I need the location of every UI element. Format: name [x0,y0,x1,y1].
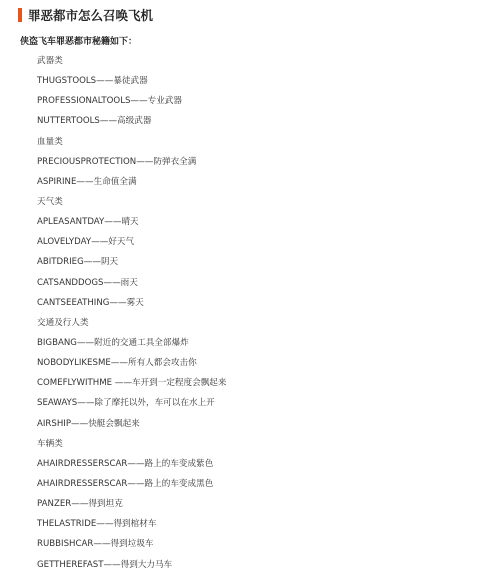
title-accent-bar [18,8,22,22]
list-item: ASPIRINE——生命值全满 [37,176,137,187]
list-item: NOBODYLIKESME——所有人都会攻击你 [37,358,197,369]
list-item: 武器类 [37,56,63,66]
list-item: BIGBANG——附近的交通工具全部爆炸 [37,337,189,348]
list-item: THUGSTOOLS——暴徒武器 [37,76,148,87]
list-item: COMEFLYWITHME ——车开到一定程度会飘起来 [37,378,227,389]
list-item: AHAIRDRESSERSCAR——路上的车变成紫色 [37,458,214,469]
list-item: ALOVELYDAY——好天气 [37,237,135,248]
list-item: 血量类 [37,136,63,147]
list-item: CANTSEEATHING——雾天 [37,297,144,308]
list-item: ABITDRIEG——阴天 [37,257,119,268]
list-item: PANZER——得到坦克 [37,499,123,510]
list-item: 交通及行人类 [37,317,89,328]
article-title: 罪恶都市怎么召唤飞机 [28,8,154,23]
cheat-list [37,54,227,578]
list-item: GETTHEREFAST——得到大力马车 [37,559,173,570]
list-item: PRECIOUSPROTECTION——防弹衣全满 [37,156,197,167]
list-item: 天气类 [37,196,63,207]
list-item: 车辆类 [37,438,63,449]
list-item: AIRSHIP——快艇会飘起来 [37,418,140,429]
list-item: RUBBISHCAR——得到垃圾车 [37,539,154,550]
article-title-row [18,6,153,24]
list-item: NUTTERTOOLS——高级武器 [37,116,152,127]
list-item: CATSANDDOGS——雨天 [37,277,138,288]
list-item: AHAIRDRESSERSCAR——路上的车变成黑色 [37,478,214,489]
list-item: THELASTRIDE——得到棺材车 [37,519,157,530]
list-item: PROFESSIONALTOOLS——专业武器 [37,96,182,107]
intro-text: 侠盗飞车罪恶都市秘籍如下： [20,37,138,47]
list-item: APLEASANTDAY——晴天 [37,217,139,228]
list-item: SEAWAYS——除了摩托以外，车可以在水上开 [37,398,215,409]
